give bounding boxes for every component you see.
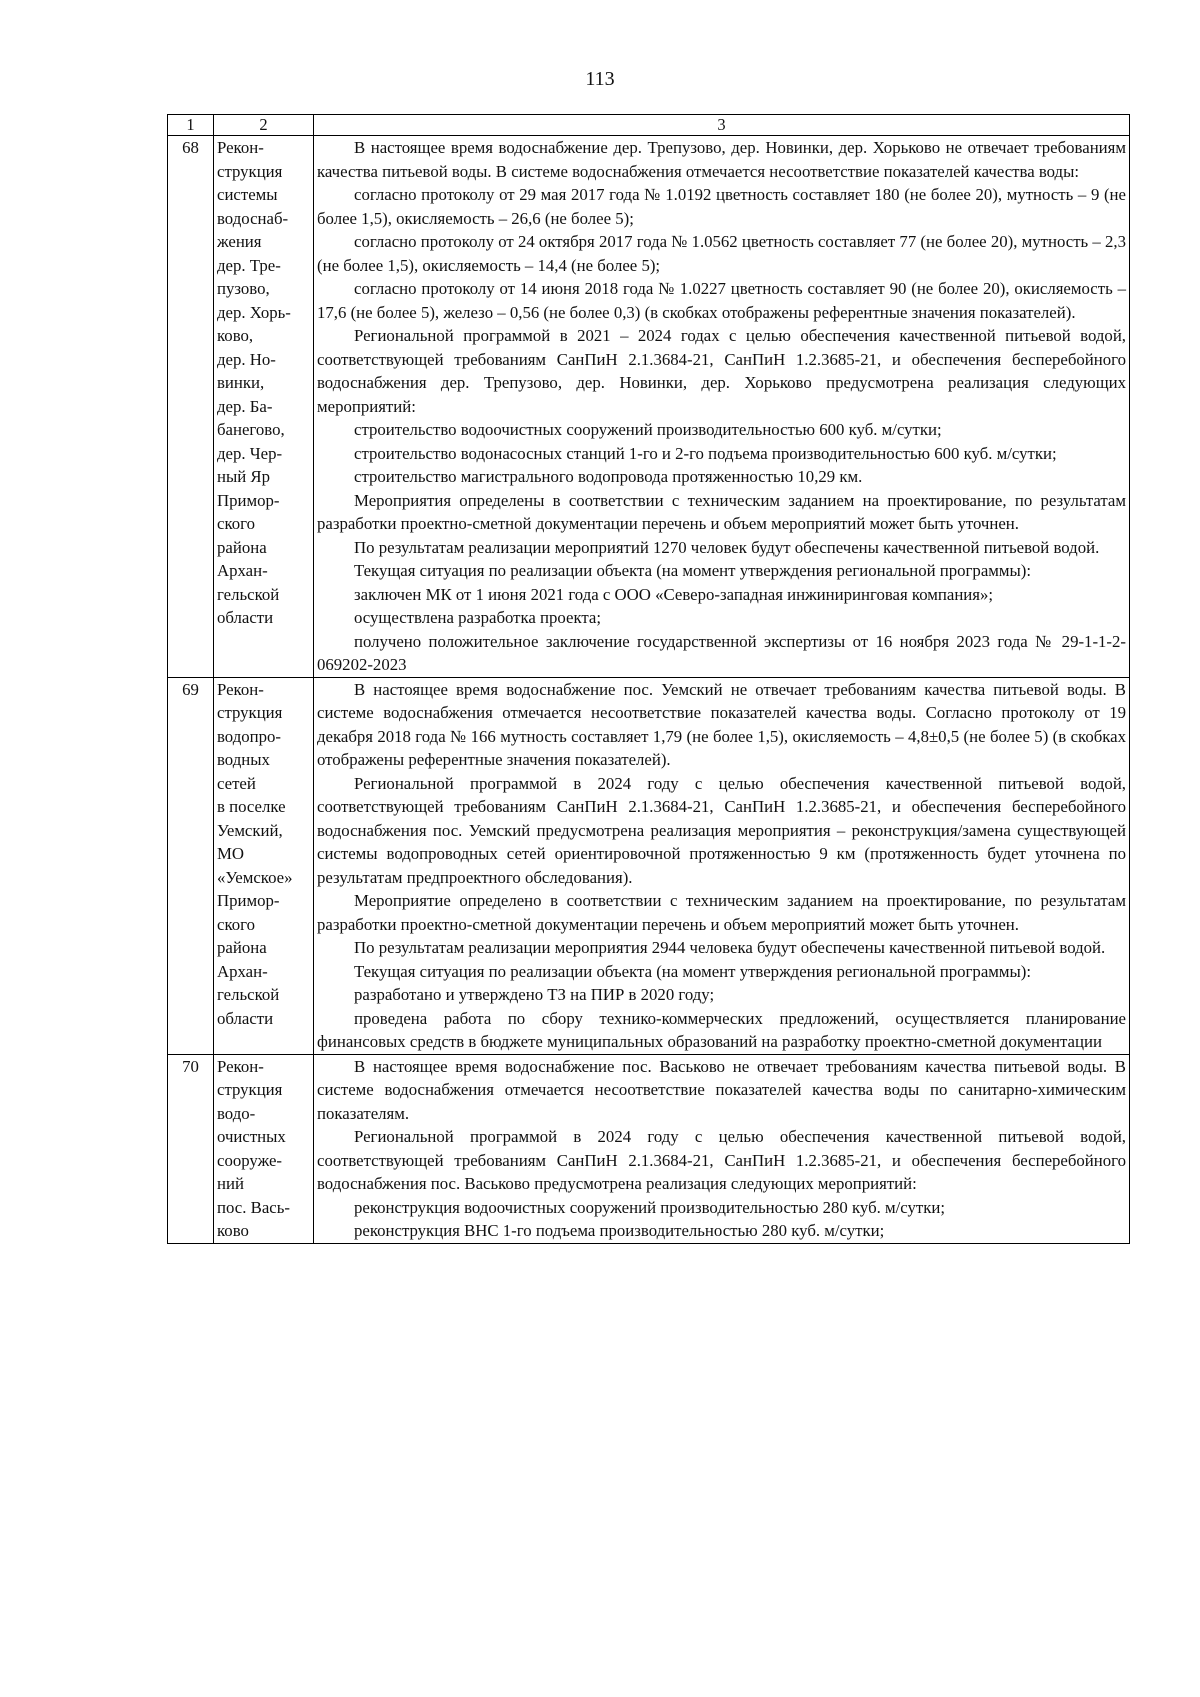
table-row: [168, 136, 1130, 678]
table-row: [168, 677, 1130, 1054]
description-paragraph: согласно протоколу от 24 октября 2017 года № 1.0562 цветность составляет 77 (не более 20), мутность – 2,3 (не более 1,5), окисляемость – 14,4 (не более 5);: [317, 232, 1126, 275]
object-name-line: Примор-: [217, 891, 280, 910]
description-paragraph: В настоящее время водоснабжение пос. Васьково не отвечает требованиям качества питьевой воды. В системе водоснабжения отмечается несоответствие показателей качества воды по санитарно-химическим показателям.: [317, 1056, 1126, 1123]
object-name-line: дер. Но-: [217, 349, 276, 369]
row-number: 68: [168, 136, 214, 678]
object-name-line: гельской: [217, 584, 280, 604]
description-paragraph: проведена работа по сбору технико-коммерческих предложений, осуществляется планирование финансовых средств в бюджете муниципальных образований на разработку проектно-сметной документации: [317, 1008, 1126, 1051]
description-paragraph: реконструкция водоочистных сооружений производительностью 280 куб. м/сутки;: [354, 1197, 946, 1217]
object-name-line: сетей: [217, 773, 256, 793]
description-paragraph: заключен МК от 1 июня 2021 года с ООО «Северо-западная инжиниринговая компания»;: [354, 584, 994, 604]
description-paragraph: разработано и утверждено ТЗ на ПИР в 2020 году;: [354, 985, 715, 1004]
description-paragraph: осуществлена разработка проекта;: [354, 608, 602, 627]
object-name-line: водных: [217, 750, 270, 769]
object-name-line: Рекон-: [217, 1056, 264, 1076]
object-name-line: пос. Вась-: [217, 1197, 290, 1217]
object-name-line: дер. Чер-: [217, 443, 283, 463]
column-header-number: 1: [168, 115, 214, 136]
column-header-object: 2: [214, 115, 314, 136]
description-paragraph: согласно протоколу от 14 июня 2018 года № 1.0227 цветность составляет 90 (не более 20), окисляемость – 17,6 (не более 5), железо – 0,56 (не более 0,3) (в скобках отображены референтные значения показателей).: [317, 279, 1126, 322]
table-row: [168, 1054, 1130, 1243]
object-name-line: пузово,: [217, 279, 270, 298]
object-name: [214, 677, 314, 1054]
object-name-line: банегово,: [217, 420, 285, 439]
object-name-line: струкция: [217, 703, 283, 722]
description-paragraph: Текущая ситуация по реализации объекта (на момент утверждения региональной программы):: [354, 561, 1032, 580]
object-name-line: ского: [217, 914, 255, 934]
object-name-line: водоснаб-: [217, 208, 289, 228]
object-name-line: винки,: [217, 373, 265, 392]
object-name-line: сооруже-: [217, 1150, 282, 1170]
object-name-line: района: [217, 938, 267, 957]
description-paragraph: По результатам реализации мероприятия 2944 человека будут обеспечены качественной питьевой водой.: [354, 938, 1106, 957]
object-name-line: дер. Ба-: [217, 396, 273, 416]
object-name-line: жения: [217, 232, 262, 251]
object-name-line: дер. Тре-: [217, 255, 281, 275]
object-name: [214, 136, 314, 678]
table-header-row: [168, 115, 1130, 136]
description-cell: [314, 677, 1130, 1054]
description-paragraph: согласно протоколу от 29 мая 2017 года № 1.0192 цветность составляет 180 (не более 20), мутность – 9 (не более 1,5), окисляемость – 26,6 (не более 5);: [317, 185, 1126, 228]
row-number: 70: [168, 1054, 214, 1243]
object-name-line: Уемский,: [217, 820, 283, 840]
object-name-line: «Уемское»: [217, 867, 293, 887]
description-paragraph: строительство водоочистных сооружений производительностью 600 куб. м/сутки;: [354, 420, 942, 439]
description-paragraph: Региональной программой в 2024 году с целью обеспечения качественной питьевой водой, соответствующей требованиям СанПиН 2.1.3684-21, СанПиН 1.2.3685-21, и обеспечения бесперебойного водоснабжения пос. Уемский предусмотрена реализация мероприятия – реконструкция/замена существующей системы водопроводных сетей ориентировочной протяженностью 9 км (протяженность будет уточнена по результатам предпроектного обследования).: [317, 773, 1126, 887]
object-name-line: водо-: [217, 1103, 256, 1123]
description-paragraph: В настоящее время водоснабжение дер. Трепузово, дер. Новинки, дер. Хорьково не отвечает требованиям качества питьевой воды. В системе водоснабжения отмечается несоответствие показателей качества воды:: [317, 138, 1126, 181]
description-paragraph: Региональной программой в 2021 – 2024 годах с целью обеспечения качественной питьевой водой, соответствующей требованиям СанПиН 2.1.3684-21, СанПиН 1.2.3685-21, и обеспечения бесперебойного водоснабжения дер. Трепузово, дер. Новинки, дер. Хорьково предусмотрена реализация следующих мероприятий:: [317, 326, 1126, 416]
object-name-line: ный Яр: [217, 467, 271, 486]
description-paragraph: Мероприятия определены в соответствии с техническим заданием на проектирование, по результатам разработки проектно-сметной документации перечень и объем мероприятий может быть уточнен.: [317, 490, 1126, 533]
projects-table: [167, 114, 1130, 1244]
object-name-line: струкция: [217, 1080, 283, 1099]
object-name-line: ний: [217, 1174, 244, 1193]
object-name-line: ково,: [217, 326, 254, 345]
description-paragraph: Текущая ситуация по реализации объекта (на момент утверждения региональной программы):: [354, 961, 1032, 981]
object-name-line: района: [217, 537, 267, 557]
description-paragraph: реконструкция ВНС 1-го подъема производительностью 280 куб. м/сутки;: [354, 1221, 885, 1240]
description-paragraph: Мероприятие определено в соответствии с техническим заданием на проектирование, по результатам разработки проектно-сметной документации перечень и объем мероприятий может быть уточнен.: [317, 891, 1126, 934]
object-name-line: дер. Хорь-: [217, 302, 291, 322]
description-paragraph: Региональной программой в 2024 году с целью обеспечения качественной питьевой водой, соответствующей требованиям СанПиН 2.1.3684-21, СанПиН 1.2.3685-21, и обеспечения бесперебойного водоснабжения пос. Васьково предусмотрена реализация следующих мероприятий:: [317, 1127, 1126, 1193]
object-name-line: ского: [217, 514, 255, 533]
object-name-line: Рекон-: [217, 138, 264, 157]
object-name-line: водопро-: [217, 726, 281, 746]
description-paragraph: строительство магистрального водопровода протяженностью 10,29 км.: [354, 467, 863, 486]
object-name-line: системы: [217, 185, 278, 204]
description-cell: [314, 1054, 1130, 1243]
description-paragraph: получено положительное заключение государственной экспертизы от 16 ноября 2023 года № 29-1-1-2-069202-2023: [317, 631, 1126, 674]
object-name-line: Рекон-: [217, 679, 264, 699]
object-name-line: МО: [217, 844, 245, 863]
object-name-line: струкция: [217, 161, 283, 181]
description-paragraph: В настоящее время водоснабжение пос. Уемский не отвечает требованиям качества питьевой воды. В системе водоснабжения отмечается несоответствие показателей качества воды. Согласно протоколу от 19 декабря 2018 года № 166 мутность составляет 1,79 (не более 1,5), окисляемость – 4,8±0,5 (не более 5) (в скобках отображены референтные значения показателей).: [317, 679, 1126, 769]
description-cell: [314, 136, 1130, 678]
object-name-line: очистных: [217, 1127, 286, 1146]
page-number: 113: [585, 68, 615, 90]
object-name-line: области: [217, 1008, 274, 1028]
description-paragraph: По результатам реализации мероприятий 1270 человек будут обеспечены качественной питьевой водой.: [354, 537, 1100, 557]
object-name-line: ково: [217, 1221, 249, 1240]
object-name-line: гельской: [217, 985, 280, 1004]
object-name: [214, 1054, 314, 1243]
object-name-line: Архан-: [217, 561, 268, 580]
object-name-line: Архан-: [217, 961, 268, 981]
object-name-line: области: [217, 608, 274, 627]
column-header-description: 3: [314, 115, 1130, 136]
object-name-line: Примор-: [217, 490, 280, 510]
description-paragraph: строительство водонасосных станций 1-го и 2-го подъема производительностью 600 куб. м/сутки;: [354, 443, 1057, 463]
row-number: 69: [168, 677, 214, 1054]
object-name-line: в поселке: [217, 797, 286, 816]
